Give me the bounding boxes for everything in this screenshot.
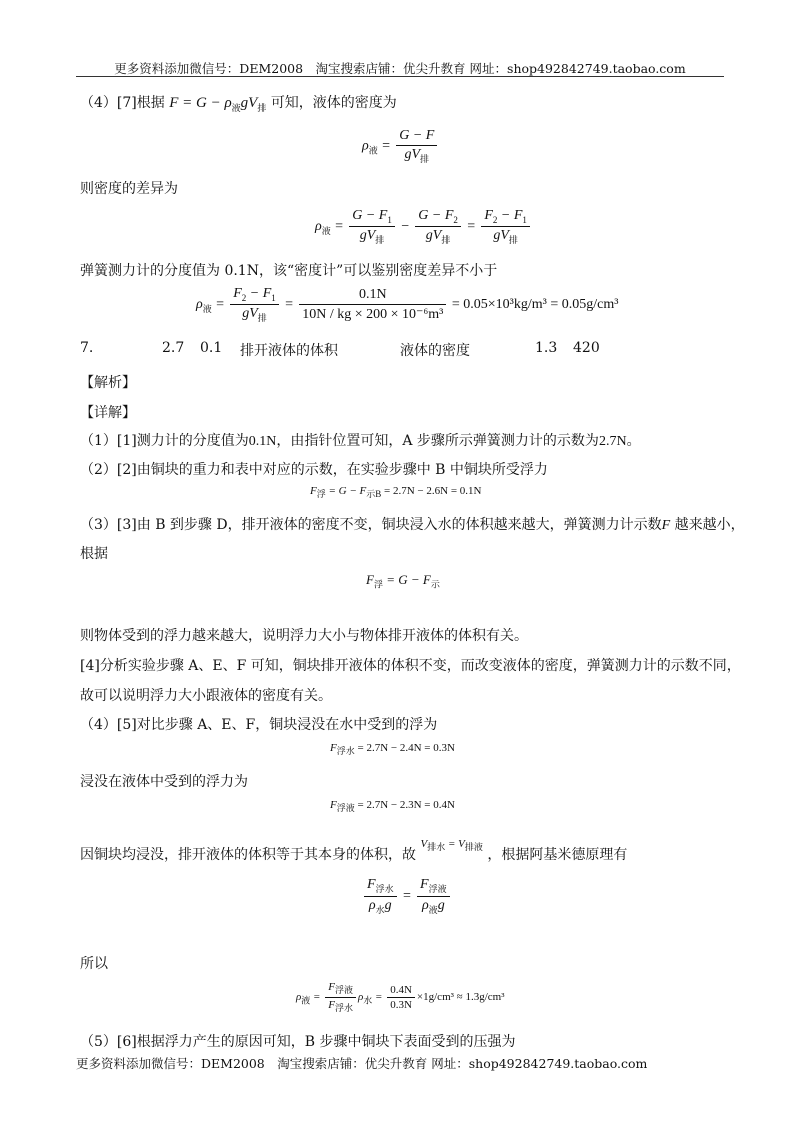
text-line-8: （2）[2]由铜块的重力和表中对应的示数，在实验步骤中 B 中铜块所受浮力 bbox=[80, 462, 548, 478]
section-analysis: 【解析】 bbox=[80, 375, 136, 391]
buoyancy-liquid-result: = 2.7N − 2.3N = 0.4N bbox=[357, 799, 455, 811]
text-line-18: （5）[6]根据浮力产生的原因可知，B 步骤中铜块下表面受到的压强为 bbox=[80, 1034, 516, 1050]
l9-a: （3）[3]由 B 到步骤 D，排开液体的密度不变，铜块浸入水的体积越来越大，弹簧测力计示数 bbox=[80, 517, 662, 533]
l1-prefix: （4）[7]根据 bbox=[80, 95, 165, 111]
answer-5: 1.3 bbox=[535, 340, 558, 356]
l7-b: ，由指针位置可知，A 步骤所示弹簧测力计的示数为 bbox=[276, 433, 599, 449]
text-line-3: 弹簧测力计的分度值为 0.1N，该“密度计”可以鉴别密度差异不小于 bbox=[80, 263, 498, 279]
page-footer: 更多资料添加微信号：DEM2008 淘宝搜索店铺：优尖升教育 网址：shop492842749.taobao.com bbox=[76, 1056, 648, 1071]
equation-density-difference: $\rho_液$ = $\frac{G - F_1}{gV_排}$ − $\frac{G - F_2}{gV_排}$ = $\frac{F_2 - F_1}{gV_排}$ bbox=[315, 208, 532, 246]
text-line-11: 则物体受到的浮力越来越大，说明浮力大小与物体排开液体的体积有关。 bbox=[80, 628, 528, 644]
text-line-10: 根据 bbox=[80, 546, 108, 562]
text-line-2: 则密度的差异为 bbox=[80, 181, 178, 197]
answer-6: 420 bbox=[573, 340, 600, 356]
answer-2: 0.1 bbox=[200, 340, 223, 356]
answer-4: 液体的密度 bbox=[400, 343, 470, 359]
text-line-9: （3）[3]由 B 到步骤 D，排开液体的密度不变，铜块浸入水的体积越来越大，弹簧测力计示数F 越来越小， bbox=[80, 517, 745, 533]
buoyancy-water-result: = 2.7N − 2.4N = 0.3N bbox=[357, 742, 455, 754]
answer-1: 2.7 bbox=[162, 340, 185, 356]
text-line-15: 浸没在液体中受到的浮力为 bbox=[80, 774, 248, 790]
density-numerator: 0.1N bbox=[299, 287, 446, 305]
l7-a: （1）[1]测力计的分度值为 bbox=[80, 433, 249, 449]
l16-a: 因铜块均浸没，排开液体的体积等于其本身的体积，故 bbox=[80, 847, 416, 863]
equation-final-density: $\rho_液$ = $\frac{F_{浮液}}{F_{浮水}}$ $\rho_水$ = $\frac{0.4N}{0.3N}$ ×1g/cm³ ≈ 1.3g/cm³ bbox=[296, 981, 505, 1014]
equation-buoyancy-water: $F_{浮水} = 2.7N - 2.4N = 0.3N$ bbox=[330, 742, 455, 757]
final-numerator: 0.4N bbox=[387, 984, 415, 998]
l1-suffix: 可知，液体的密度为 bbox=[270, 95, 397, 111]
answer-number: 7. bbox=[80, 340, 94, 356]
equation-buoyancy-general: $F_浮 = G - F_示$ bbox=[366, 572, 440, 590]
equation-density-value: $\rho_液$ = $\frac{F_2 - F_1}{gV_排}$ = $\frac{0.1N}{\text{10N / kg × 200 × 10⁻⁶m³}}$ = 0.05×10³kg/m³ = 0.05g/cm³ bbox=[196, 286, 619, 323]
text-line-17: 所以 bbox=[80, 956, 108, 972]
section-detail: 【详解】 bbox=[80, 405, 136, 421]
final-result: ×1g/cm³ ≈ 1.3g/cm³ bbox=[416, 991, 505, 1004]
text-line-7 bbox=[80, 430, 641, 450]
header-divider bbox=[76, 76, 724, 77]
l9-b: 越来越小， bbox=[674, 517, 745, 533]
buoyancy-b-result: = 2.7N − 2.6N = 0.1N bbox=[384, 485, 482, 497]
text-line-13: 故可以说明浮力大小跟液体的密度有关。 bbox=[80, 688, 332, 704]
l7-value-2: 2.7N bbox=[598, 434, 627, 449]
answer-3: 排开液体的体积 bbox=[240, 343, 338, 359]
text-line-1 bbox=[80, 92, 397, 114]
final-denominator: 0.3N bbox=[390, 999, 412, 1012]
equation-buoyancy-b: $F_浮 = G - F_{示B} = 2.7N - 2.6N = 0.1N$ bbox=[310, 485, 482, 500]
equation-buoyancy-liquid: $F_{浮液} = 2.7N - 2.3N = 0.4N$ bbox=[330, 799, 455, 814]
l16-b: ，根据阿基米德原理有 bbox=[487, 847, 628, 863]
density-result: = 0.05×10³kg/m³ = 0.05g/cm³ bbox=[451, 297, 619, 313]
text-line-12: [4]分析实验步骤 A、E、F 可知，铜块排开液体的体积不变，而改变液体的密度，弹簧测力计的示数不同， bbox=[80, 658, 741, 674]
formula-inline-1: $F = G - \rho_液gV_排$ bbox=[169, 95, 267, 113]
l7-c: 。 bbox=[626, 433, 641, 449]
density-denominator: 10N / kg × 200 × 10⁻⁶m³ bbox=[302, 306, 444, 322]
page-header: 更多资料添加微信号：DEM2008 淘宝搜索店铺：优尖升教育 网址：shop492842749.taobao.com bbox=[114, 61, 686, 76]
equation-density: $\rho_液$ = $\frac{G - F}{gV_排}$ bbox=[362, 128, 439, 165]
text-line-14: （4）[5]对比步骤 A、E、F，铜块浸没在水中受到的浮为 bbox=[80, 717, 438, 733]
text-line-16: 因铜块均浸没，排开液体的体积等于其本身的体积，故 $^{V_{排水} = V_{排液}}$ ，根据阿基米德原理有 bbox=[80, 838, 628, 863]
l7-value-1: 0.1N bbox=[248, 434, 277, 449]
equation-archimedes: $\frac{F_{浮水}}{\rho_水g}$ = $\frac{F_{浮液}}{\rho_液g}$ bbox=[362, 877, 452, 916]
